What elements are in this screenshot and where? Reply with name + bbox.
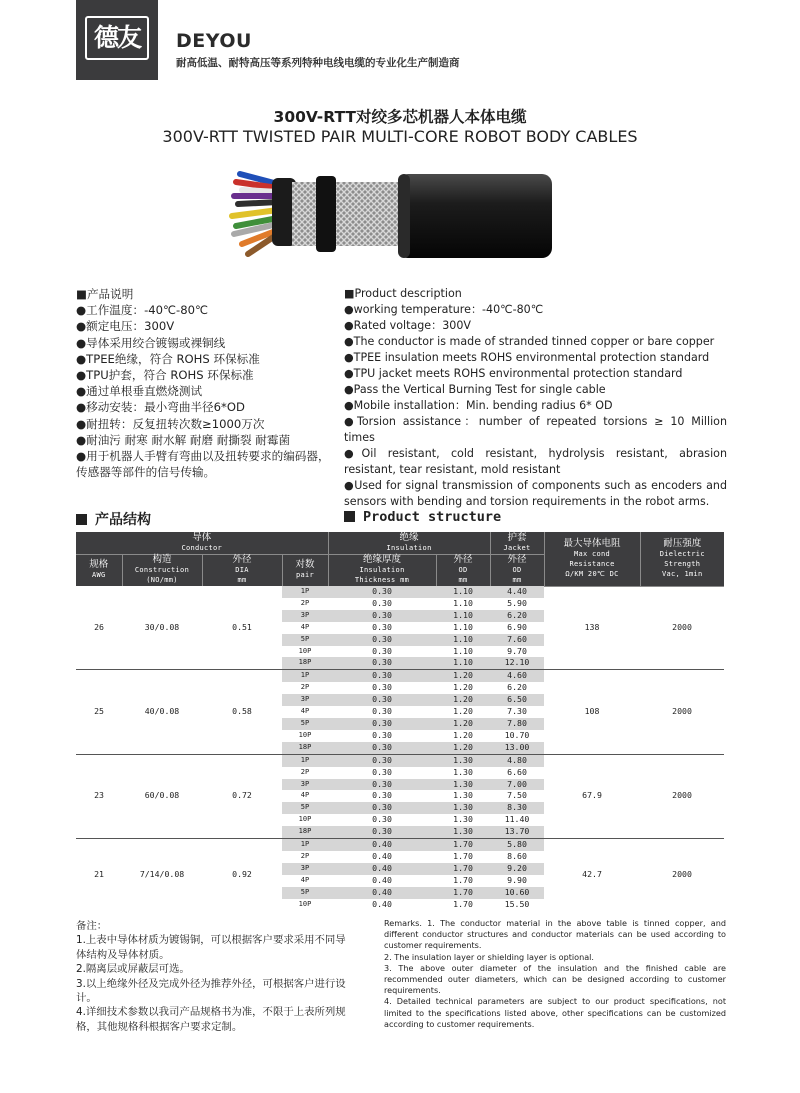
- jacket-od-cell: 6.20: [490, 610, 544, 622]
- spec-table-body: [76, 586, 724, 910]
- pair-cell: 10P: [282, 730, 328, 742]
- od-cell: 1.10: [436, 598, 490, 610]
- od-cell: 1.70: [436, 863, 490, 875]
- desc-cn-line: ●导体采用绞合镀锡或裸铜线: [76, 335, 226, 350]
- jacket-od-cell: 12.10: [490, 657, 544, 669]
- desc-cn-line: ●工作温度：-40℃-80℃: [76, 303, 208, 318]
- od-cell: 1.70: [436, 839, 490, 851]
- jacket-od-cell: 7.80: [490, 718, 544, 730]
- brand-name: DEYOU: [176, 30, 252, 52]
- table-row: [76, 586, 724, 598]
- remark-cn-line: 备注：: [76, 920, 108, 932]
- resistance-cell: 42.7: [544, 839, 640, 911]
- od-cell: 1.10: [436, 610, 490, 622]
- remarks-cn: [76, 919, 356, 1034]
- thickness-cell: 0.30: [328, 694, 436, 706]
- jacket-od-cell: 9.20: [490, 863, 544, 875]
- jacket-od-cell: 6.50: [490, 694, 544, 706]
- thickness-cell: 0.30: [328, 646, 436, 658]
- section-heading-en-text: Product structure: [363, 509, 502, 525]
- thickness-cell: 0.40: [328, 851, 436, 863]
- thickness-cell: 0.30: [328, 754, 436, 766]
- jacket-od-cell: 10.60: [490, 887, 544, 899]
- pair-cell: 3P: [282, 863, 328, 875]
- jacket-od-cell: 7.30: [490, 706, 544, 718]
- construction-cell: 40/0.08: [122, 670, 202, 754]
- dia-cell: 0.58: [202, 670, 282, 754]
- thickness-cell: 0.30: [328, 598, 436, 610]
- desc-en-line: ●Pass the Vertical Burning Test for single cable: [344, 383, 606, 396]
- jacket-od-cell: 7.60: [490, 634, 544, 646]
- pair-cell: 10P: [282, 899, 328, 911]
- dia-cell: 0.92: [202, 839, 282, 911]
- od-cell: 1.20: [436, 730, 490, 742]
- desc-cn-line: ●耐扭转：反复扭转次数≥1000万次: [76, 416, 265, 431]
- pair-cell: 18P: [282, 826, 328, 838]
- logo: [76, 0, 158, 80]
- jacket-od-cell: 13.70: [490, 826, 544, 838]
- desc-cn-line: ■产品说明: [76, 287, 134, 301]
- jacket-od-cell: 6.20: [490, 682, 544, 694]
- desc-cn-line: ●TPU护套，符合 ROHS 环保标准: [76, 368, 254, 383]
- od-cell: 1.70: [436, 851, 490, 863]
- thickness-cell: 0.30: [328, 657, 436, 669]
- awg-cell: 25: [76, 670, 122, 754]
- resistance-cell: 138: [584, 621, 600, 632]
- pair-cell: 4P: [282, 790, 328, 802]
- header-awg: 规格 AWG: [76, 554, 122, 586]
- spec-table: [76, 532, 724, 910]
- pair-cell: 1P: [282, 586, 328, 598]
- remark-cn-line: 3.以上绝缘外径及完成外径为推荐外径，可根据客户进行设计。: [76, 977, 346, 1005]
- header-dia: 外径 DIA mm: [202, 554, 282, 586]
- thickness-cell: 0.30: [328, 682, 436, 694]
- jacket-od-cell: 4.40: [490, 586, 544, 598]
- awg-cell: 23: [76, 754, 122, 838]
- table-row: [76, 839, 724, 851]
- pair-cell: 2P: [282, 767, 328, 779]
- thickness-cell: 0.30: [328, 718, 436, 730]
- od-cell: 1.30: [436, 767, 490, 779]
- header-thickness: 绝缘厚度 Insulation Thickness mm: [328, 554, 436, 586]
- pair-cell: 10P: [282, 646, 328, 658]
- pair-cell: 1P: [282, 839, 328, 851]
- od-cell: 1.20: [436, 670, 490, 682]
- jacket-od-cell: 7.50: [490, 790, 544, 802]
- header-conductor: 导体 Conductor: [76, 532, 328, 554]
- resistance-cell: 108: [544, 670, 640, 754]
- section-heading-cn: [76, 509, 151, 529]
- jacket-od-cell: 5.90: [490, 598, 544, 610]
- pair-cell: 2P: [282, 682, 328, 694]
- jacket-od-cell: 6.90: [490, 622, 544, 634]
- od-cell: 1.70: [436, 899, 490, 911]
- desc-en-line: ●The conductor is made of stranded tinned copper or bare copper: [344, 335, 715, 348]
- thickness-cell: 0.40: [328, 863, 436, 875]
- pair-cell: 18P: [282, 742, 328, 754]
- desc-en-line: ●Used for signal transmission of components such as encoders and sensors with bending and torsion requirements in the robot arms.: [344, 479, 727, 508]
- pair-cell: 1P: [282, 670, 328, 682]
- logo-mark: 德友: [85, 16, 149, 60]
- desc-en-line: ●Mobile installation：Min. bending radius 6* OD: [344, 399, 613, 412]
- remark-en-line: 3. The above outer diameter of the insulation and the finished cable are recommended outer diameters, which can be designed according to customer requirements.: [384, 962, 726, 996]
- desc-cn-line: ●额定电压：300V: [76, 319, 175, 334]
- pair-cell: 5P: [282, 634, 328, 646]
- thickness-cell: 0.30: [328, 634, 436, 646]
- thickness-cell: 0.30: [328, 767, 436, 779]
- desc-cn-line: ●移动安装：最小弯曲半径6*OD: [76, 400, 245, 415]
- strength-cell: 2000: [640, 839, 724, 911]
- page-title-cn: 300V-RTT对绞多芯机器人本体电缆: [273, 108, 527, 126]
- thickness-cell: 0.40: [328, 839, 436, 851]
- od-cell: 1.10: [436, 657, 490, 669]
- thickness-cell: 0.40: [328, 899, 436, 911]
- pair-cell: 3P: [282, 779, 328, 791]
- jacket-od-cell: 4.60: [490, 670, 544, 682]
- jacket-od-cell: 6.60: [490, 767, 544, 779]
- resistance-cell: 67.9: [544, 754, 640, 838]
- thickness-cell: 0.30: [328, 802, 436, 814]
- construction-cell: 30/0.08: [144, 621, 180, 632]
- remark-en-line: 4. Detailed technical parameters are subject to our product specifications, not limited to the specifications listed above, other specifications can be customized according to customer requirements.: [384, 996, 726, 1029]
- pair-cell: 5P: [282, 718, 328, 730]
- od-cell: 1.10: [436, 646, 490, 658]
- pair-cell: 3P: [282, 610, 328, 622]
- thickness-cell: 0.30: [328, 586, 436, 598]
- jacket-od-cell: 9.90: [490, 875, 544, 887]
- thickness-cell: 0.30: [328, 610, 436, 622]
- header-pair: 对数 pair: [282, 554, 328, 586]
- pair-cell: 4P: [282, 706, 328, 718]
- thickness-cell: 0.30: [328, 670, 436, 682]
- jacket-od-cell: 8.30: [490, 802, 544, 814]
- pair-cell: 4P: [282, 622, 328, 634]
- desc-cn-line: ●用于机器人手臂有弯曲以及扭转要求的编码器，传感器等部件的信号传输。: [76, 449, 330, 480]
- desc-en-line: ●working temperature：-40℃-80℃: [344, 303, 544, 316]
- dia-cell: 0.51: [232, 621, 252, 632]
- desc-cn-line: ●TPEE绝缘，符合 ROHS 环保标准: [76, 351, 260, 366]
- section-heading-cn-text: 产品结构: [95, 512, 151, 528]
- awg-cell: 21: [76, 839, 122, 911]
- thickness-cell: 0.40: [328, 887, 436, 899]
- desc-en-line: ●Torsion assistance：number of repeated torsions ≥ 10 Million times: [344, 415, 727, 444]
- jacket-od-cell: 11.40: [490, 814, 544, 826]
- construction-cell: 7/14/0.08: [122, 839, 202, 911]
- thickness-cell: 0.30: [328, 706, 436, 718]
- od-cell: 1.10: [436, 586, 490, 598]
- page-title-en: 300V-RTT TWISTED PAIR MULTI-CORE ROBOT BODY CABLES: [162, 127, 638, 146]
- od-cell: 1.70: [436, 887, 490, 899]
- remark-cn-line: 4.详细技术参数以我司产品规格书为准，不限于上表所列规格，其他规格科根据客户要求定制。: [76, 1006, 346, 1033]
- header-jacket-od: 外径 OD mm: [490, 554, 544, 586]
- od-cell: 1.30: [436, 790, 490, 802]
- od-cell: 1.70: [436, 875, 490, 887]
- desc-en-line: ●Oil resistant, cold resistant, hydrolysis resistant, abrasion resistant, tear resistant, mold resistant: [344, 447, 727, 476]
- table-row: [76, 670, 724, 682]
- table-row: [76, 754, 724, 766]
- jacket-od-cell: 8.60: [490, 851, 544, 863]
- pair-cell: 18P: [282, 657, 328, 669]
- jacket-od-cell: 4.80: [490, 754, 544, 766]
- thickness-cell: 0.30: [328, 814, 436, 826]
- remark-en-line: Remarks. 1. The conductor material in the above table is tinned copper, and different conductor structures and conductor materials can be used according to customer requirements.: [384, 918, 726, 951]
- od-cell: 1.30: [436, 826, 490, 838]
- dia-cell: 0.72: [202, 754, 282, 838]
- section-heading-en: [344, 509, 501, 525]
- pair-cell: 5P: [282, 887, 328, 899]
- jacket-od-cell: 7.00: [490, 779, 544, 791]
- od-cell: 1.30: [436, 754, 490, 766]
- header-construction: 构造 Construction (NO/mm): [122, 554, 202, 586]
- strength-cell: 2000: [640, 670, 724, 754]
- desc-en-line: ●TPEE insulation meets ROHS environmental protection standard: [344, 351, 710, 364]
- pair-cell: 10P: [282, 814, 328, 826]
- remark-en-line: 2. The insulation layer or shielding layer is optional.: [384, 951, 595, 962]
- pair-cell: 3P: [282, 694, 328, 706]
- pair-cell: 5P: [282, 802, 328, 814]
- thickness-cell: 0.30: [328, 622, 436, 634]
- od-cell: 1.30: [436, 779, 490, 791]
- description-cn: [76, 286, 340, 480]
- od-cell: 1.20: [436, 694, 490, 706]
- construction-cell: 60/0.08: [122, 754, 202, 838]
- remark-cn-line: 1.上表中导体材质为镀锡铜，可以根据客户要求采用不同导体结构及导体材质。: [76, 934, 346, 961]
- description-en: [344, 286, 727, 510]
- header-insulation-od: 外径 OD mm: [436, 554, 490, 586]
- jacket-od-cell: 9.70: [490, 646, 544, 658]
- thickness-cell: 0.40: [328, 875, 436, 887]
- jacket-od-cell: 15.50: [490, 899, 544, 911]
- od-cell: 1.30: [436, 814, 490, 826]
- header-strength: 耐压强度 Dielectric Strength Vac, 1min: [640, 532, 724, 586]
- od-cell: 1.10: [436, 634, 490, 646]
- header-resistance: 最大导体电阻 Max cond Resistance Ω/KM 20℃ DC: [544, 532, 640, 586]
- awg-cell: 26: [94, 621, 104, 632]
- remarks-en: [384, 918, 726, 1030]
- desc-en-line: ●TPU jacket meets ROHS environmental protection standard: [344, 367, 683, 380]
- od-cell: 1.20: [436, 706, 490, 718]
- desc-cn-line: ●耐油污 耐寒 耐水解 耐磨 耐撕裂 耐霉菌: [76, 432, 291, 447]
- od-cell: 1.20: [436, 742, 490, 754]
- od-cell: 1.20: [436, 718, 490, 730]
- jacket-od-cell: 13.00: [490, 742, 544, 754]
- desc-cn-line: ●通过单根垂直燃烧测试: [76, 384, 203, 399]
- pair-cell: 1P: [282, 754, 328, 766]
- od-cell: 1.30: [436, 802, 490, 814]
- brand-tagline: 耐高低温、耐特高压等系列特种电线电缆的专业化生产制造商: [176, 57, 460, 69]
- jacket-od-cell: 5.80: [490, 839, 544, 851]
- square-bullet-icon: [76, 514, 87, 525]
- strength-cell: 2000: [640, 754, 724, 838]
- thickness-cell: 0.30: [328, 790, 436, 802]
- pair-cell: 2P: [282, 598, 328, 610]
- thickness-cell: 0.30: [328, 730, 436, 742]
- thickness-cell: 0.30: [328, 826, 436, 838]
- thickness-cell: 0.30: [328, 742, 436, 754]
- strength-cell: 2000: [672, 621, 692, 632]
- od-cell: 1.10: [436, 622, 490, 634]
- od-cell: 1.20: [436, 682, 490, 694]
- remark-cn-line: 2.隔离层或屏蔽层可选。: [76, 963, 190, 976]
- desc-en-line: ●Rated voltage：300V: [344, 319, 471, 332]
- thickness-cell: 0.30: [328, 779, 436, 791]
- desc-en-line: ■Product description: [344, 287, 462, 300]
- pair-cell: 2P: [282, 851, 328, 863]
- cable-image: [212, 162, 552, 270]
- header-jacket: 护套 Jacket: [490, 532, 544, 554]
- pair-cell: 4P: [282, 875, 328, 887]
- square-bullet-icon: [344, 511, 355, 522]
- jacket-od-cell: 10.70: [490, 730, 544, 742]
- header-insulation: 绝缘 Insulation: [328, 532, 490, 554]
